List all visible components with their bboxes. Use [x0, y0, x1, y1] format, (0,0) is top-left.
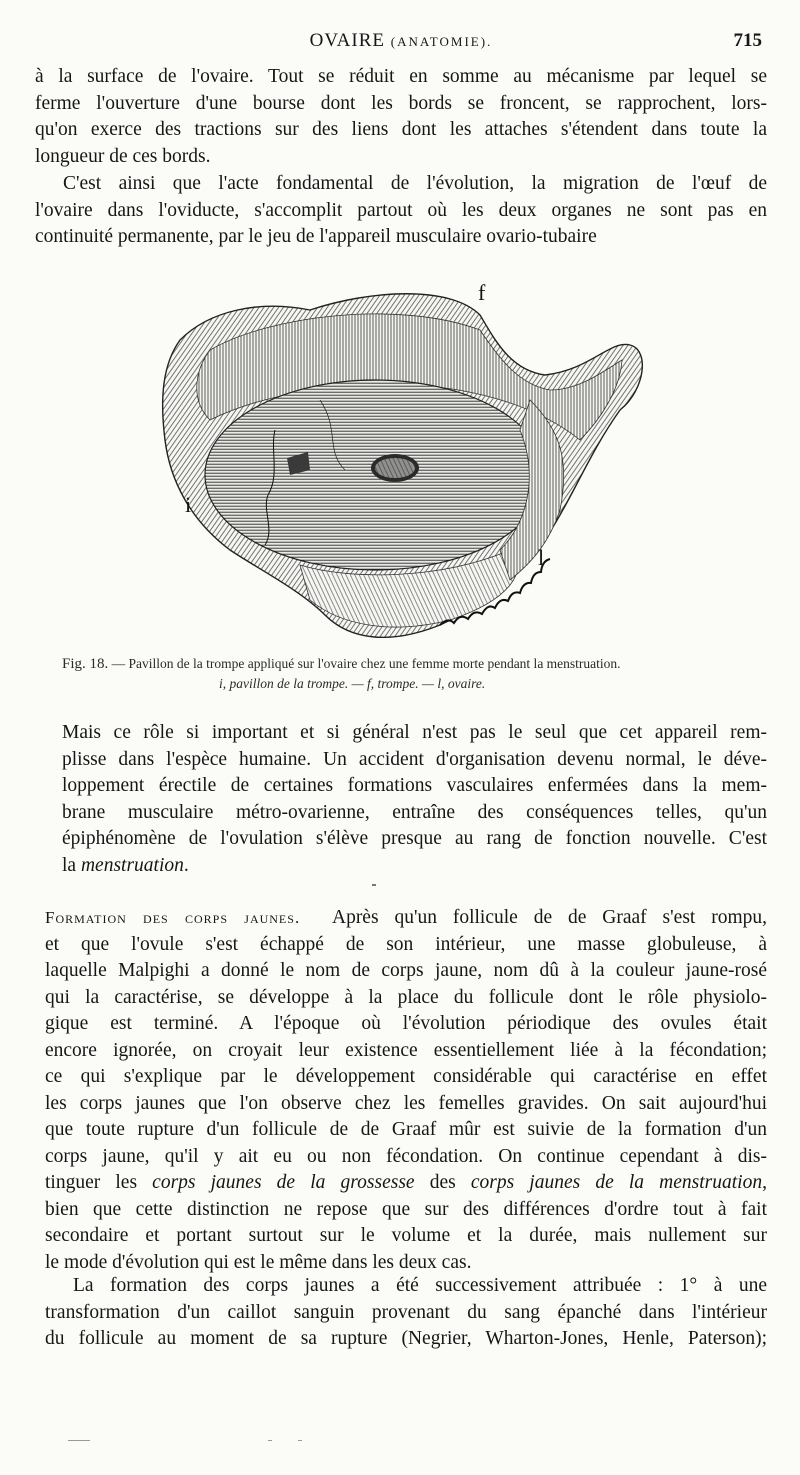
text-line: ce qui s'explique par le développement considérable qui caractérise en effet — [45, 1066, 767, 1087]
figure-caption — [62, 654, 767, 693]
paragraph-1 — [35, 64, 767, 170]
text-line: La formation des corps jaunes a été successivement attribuée : 1° à une — [73, 1275, 767, 1296]
text-line: C'est ainsi que l'acte fondamental de l'évolution, la migration de l'œuf de — [63, 173, 767, 194]
text-line — [62, 853, 767, 880]
scan-speck — [68, 1440, 90, 1441]
label-f: f — [478, 280, 486, 305]
label-l: l — [538, 545, 545, 570]
text-line: que toute rupture d'un follicule de de Graaf mûr est suivie de la formation d'un — [45, 1119, 767, 1140]
figure-number: Fig. 18. — [62, 656, 109, 672]
italic-term: corps jaunes de la grossesse — [152, 1172, 415, 1193]
paragraph-5 — [45, 1273, 767, 1353]
running-title — [40, 30, 762, 52]
running-header — [40, 30, 762, 58]
text-line: brane musculaire métro-ovarienne, entraîne des conséquences telles, qu'un — [62, 801, 767, 823]
scan-speck — [298, 1440, 302, 1441]
caption-line-1 — [62, 654, 767, 674]
text-line: qu'on exerce des tractions sur des liens dont les attaches s'étendent dans toute la — [35, 119, 767, 140]
paragraph-3 — [62, 720, 767, 879]
text-line — [45, 1170, 767, 1197]
running-title-sub: (ANATOMIE). — [390, 34, 493, 49]
text-line: laquelle Malpighi a donné le nom de corps jaune, nom dû à la couleur jaune-rosé — [45, 960, 767, 981]
label-i: i — [185, 492, 192, 517]
pavillon-illustration — [150, 280, 670, 650]
text-line: ferme l'ouverture d'une bourse dont les bords se froncent, se rapprochent, lors- — [35, 92, 767, 114]
text-line: corps jaune, qu'il y ait eu ou non fécondation. On continue cependant à dis- — [45, 1145, 767, 1167]
figure-18-engraving — [150, 280, 670, 650]
text-line: continuité permanente, par le jeu de l'appareil musculaire ovario-tubaire — [35, 226, 597, 247]
text-line: gique est terminé. A l'époque où l'évolution périodique des ovules était — [45, 1013, 767, 1034]
paragraph-2 — [35, 171, 767, 251]
scan-speck — [268, 1440, 272, 1441]
text-line: transformation d'un caillot sanguin provenant du sang épanché dans l'intérieur — [45, 1301, 767, 1323]
text-fragment: , — [762, 1172, 767, 1193]
text-line: longueur de ces bords. — [35, 145, 211, 167]
text-line — [45, 905, 767, 932]
text-line: les corps jaunes que l'on observe chez les femelles gravides. On sait aujourd'hui — [45, 1092, 767, 1114]
paragraph-4 — [45, 905, 767, 1276]
text-line: plisse dans l'espèce humaine. Un accident d'organisation devenu normal, le déve- — [62, 748, 767, 770]
scan-speck — [372, 884, 376, 886]
text-line: du follicule au moment de sa rupture (Negrier, Wharton-Jones, Henle, Paterson); — [45, 1328, 767, 1349]
italic-term: corps jaunes de la menstruation — [470, 1172, 763, 1193]
text-fragment: la — [62, 854, 81, 876]
text-line: l'ovaire dans l'oviducte, s'accomplit partout où les deux organes ne sont pas en — [35, 199, 767, 221]
text-line: Mais ce rôle si important et si général n'est pas le seul que cet appareil rem- — [62, 722, 767, 743]
text-fragment: Après qu'un follicule de de Graaf s'est rompu, — [331, 907, 767, 928]
running-title-main: OVAIRE — [309, 30, 385, 51]
caption-line-2: i, pavillon de la trompe. — f, trompe. — l, ovaire. — [219, 676, 486, 691]
text-line: loppement érectile de certaines formations vasculaires enfermées dans la mem- — [62, 775, 767, 796]
caption-text: — Pavillon de la trompe appliqué sur l'ovaire chez une femme morte pendant la menstruation. — [111, 656, 621, 671]
text-line: qui la caractérise, se développe à la place du follicule dont le rôle physiolo- — [45, 986, 767, 1008]
text-fragment: tinguer les — [45, 1172, 153, 1193]
text-line: secondaire et portant surtout sur le volume et la durée, mais nullement sur — [45, 1225, 767, 1246]
page-number: 715 — [733, 30, 762, 51]
text-line: le mode d'évolution qui est le même dans les deux cas. — [45, 1251, 472, 1273]
text-fragment: des — [414, 1172, 471, 1193]
text-line: épiphénomène de l'ovulation s'élève presque au rang de fonction nouvelle. C'est — [62, 828, 767, 849]
italic-term: menstruation — [80, 854, 184, 876]
text-line: encore ignorée, on croyait leur existence essentiellement liée à la fécondation; — [45, 1039, 767, 1061]
text-line: à la surface de l'ovaire. Tout se réduit en somme au mécanisme par lequel se — [35, 66, 767, 87]
section-heading: Formation des corps jaunes. — [45, 908, 301, 927]
text-fragment: . — [183, 854, 189, 876]
text-line: bien que cette distinction ne repose que sur des différences d'ordre tout à fait — [45, 1198, 767, 1220]
text-line: et que l'ovule s'est échappé de son intérieur, une masse globuleuse, à — [45, 933, 767, 955]
